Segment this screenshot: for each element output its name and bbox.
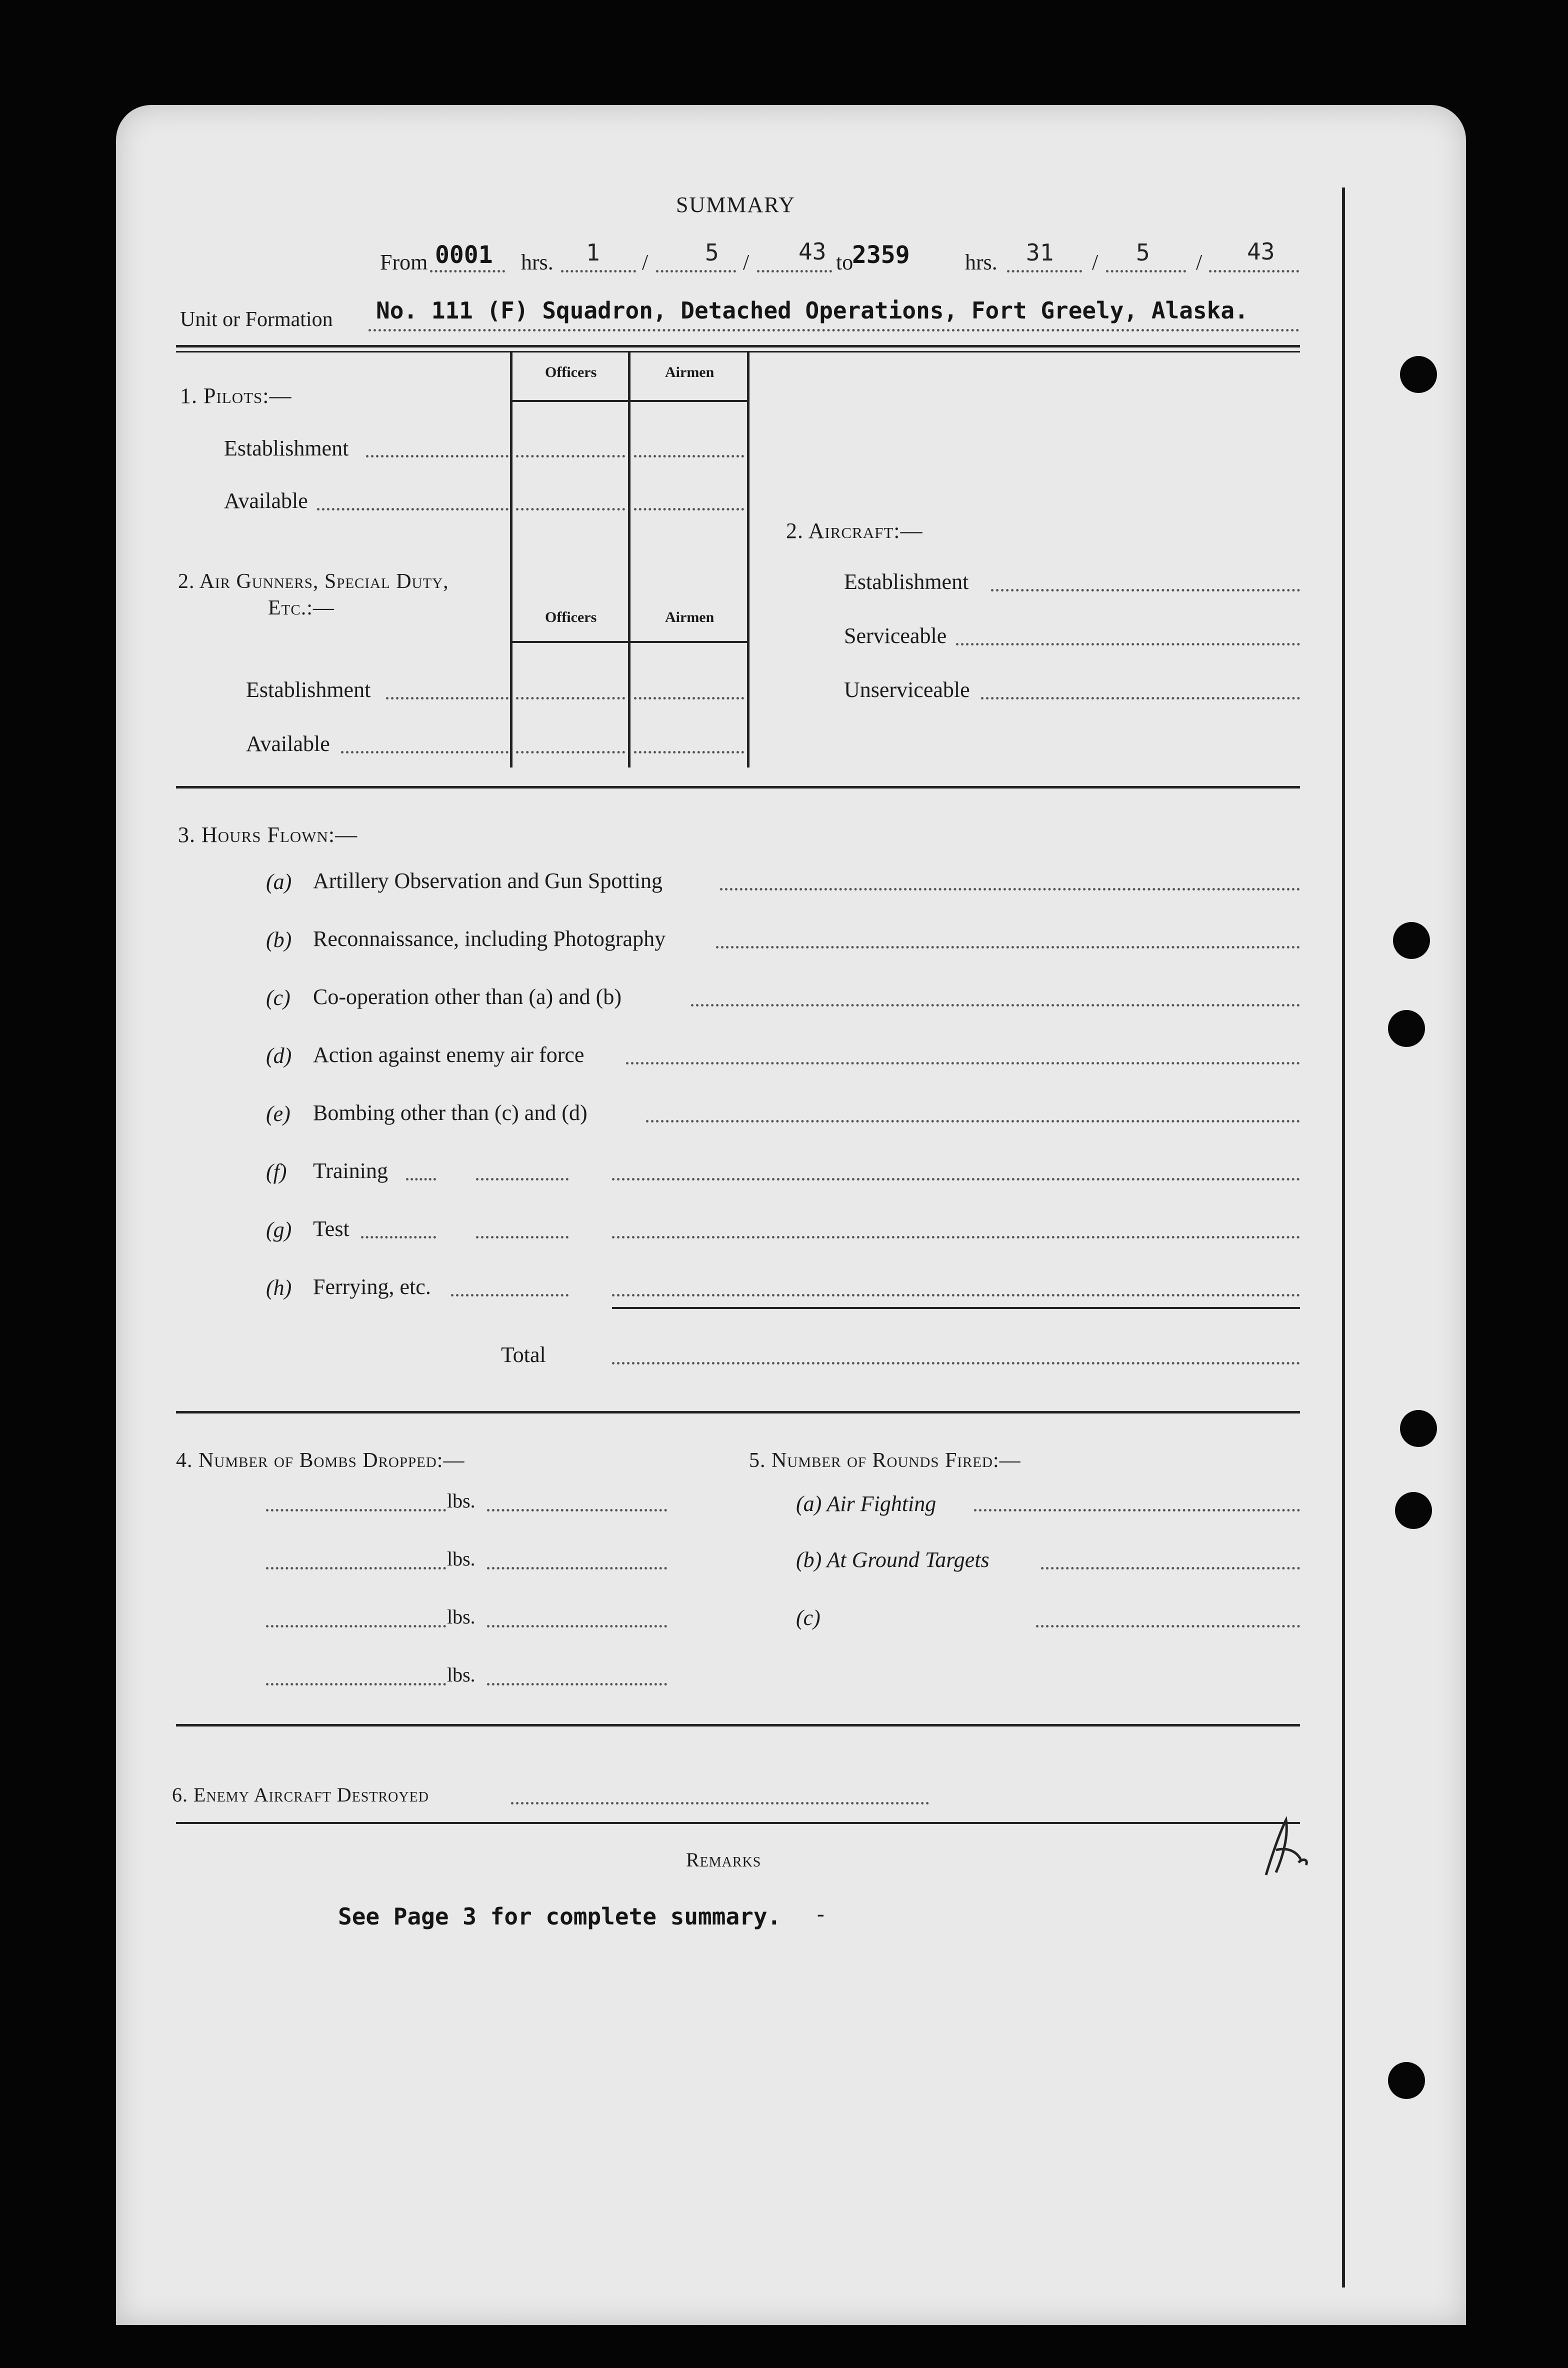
rounds-b-label: (b) At Ground Targets xyxy=(796,1548,990,1572)
pilots-available-off xyxy=(516,508,625,510)
section-rule-3 xyxy=(176,1724,1300,1726)
hours-f-dots-3 xyxy=(612,1178,1300,1180)
rounds-c-label: (c) xyxy=(796,1606,820,1630)
rounds-b-dots xyxy=(1041,1567,1300,1570)
gunners-available-label: Available xyxy=(246,732,330,756)
hours-f-letter: (f) xyxy=(266,1160,287,1184)
from-time: 0001 xyxy=(435,241,493,269)
pilots-establishment-off xyxy=(516,455,625,458)
hours-d-label: Action against enemy air force xyxy=(313,1042,584,1067)
enemy-dots xyxy=(511,1802,929,1804)
hours-a-dots xyxy=(720,888,1300,890)
remarks-dash: - xyxy=(817,1902,824,1926)
hours-a-label: Artillery Observation and Gun Spotting xyxy=(313,868,663,893)
gunners-establishment-air xyxy=(634,697,744,700)
hours-c-label: Co-operation other than (a) and (b) xyxy=(313,984,622,1009)
form-sheet xyxy=(116,105,1466,2325)
hours-total-label: Total xyxy=(501,1342,546,1367)
col-divider-1 xyxy=(510,352,512,768)
hours-f-dots-1 xyxy=(406,1178,436,1180)
bombs-3-unit: lbs. xyxy=(447,1606,476,1628)
hours-heading: 3. Hours Flown:— xyxy=(178,822,358,847)
bombs-4-unit: lbs. xyxy=(447,1664,476,1686)
hours-e-letter: (e) xyxy=(266,1102,290,1126)
slash-2: / xyxy=(743,250,750,274)
hours-g-letter: (g) xyxy=(266,1218,292,1242)
to-day-dots xyxy=(1007,270,1082,272)
enemy-heading: 6. Enemy Aircraft Destroyed xyxy=(172,1784,429,1806)
pilots-heading: 1. Pilots:— xyxy=(180,384,292,408)
gunners-available-off xyxy=(516,751,625,754)
pilots-col-officers: Officers xyxy=(545,364,597,380)
hours-b-label: Reconnaissance, including Photography xyxy=(313,926,666,951)
hours-c-dots xyxy=(691,1004,1300,1006)
pilots-header-rule xyxy=(512,400,747,402)
to-time: 2359 xyxy=(852,241,910,269)
rounds-heading: 5. Number of Rounds Fired:— xyxy=(749,1449,1021,1472)
bombs-1-dots-b xyxy=(487,1509,667,1512)
to-month: 5 xyxy=(1136,239,1150,266)
gunners-heading-2: Etc.:— xyxy=(268,596,334,620)
from-day: 1 xyxy=(586,239,600,266)
unit-dots xyxy=(368,329,1300,332)
punch-hole-5 xyxy=(1395,1492,1432,1529)
right-margin-line xyxy=(1342,188,1345,2288)
hours-e-label: Bombing other than (c) and (d) xyxy=(313,1100,588,1125)
hours-b-dots xyxy=(716,946,1300,948)
section-rule-1 xyxy=(176,786,1300,788)
remarks-text: See Page 3 for complete summary. xyxy=(338,1903,782,1930)
pilots-available-dots xyxy=(317,508,508,510)
bombs-3-dots-b xyxy=(487,1625,667,1628)
rounds-a-dots xyxy=(974,1509,1300,1512)
unit-value: No. 111 (F) Squadron, Detached Operations, Fort Greely, Alaska. xyxy=(376,297,1248,324)
slash-4: / xyxy=(1196,250,1202,274)
bombs-4-dots-b xyxy=(487,1683,667,1686)
gunners-header-rule xyxy=(512,641,747,643)
from-year-dots xyxy=(757,270,832,272)
pilots-establishment-air xyxy=(634,455,744,458)
to-hrs-label: hrs. xyxy=(965,250,998,274)
aircraft-heading: 2. Aircraft:— xyxy=(786,518,923,543)
gunners-establishment-label: Establishment xyxy=(246,678,371,702)
bombs-1-unit: lbs. xyxy=(447,1490,476,1512)
to-day: 31 xyxy=(1026,239,1054,266)
hours-c-letter: (c) xyxy=(266,986,290,1010)
aircraft-unserviceable-label: Unserviceable xyxy=(844,678,970,702)
to-year: 43 xyxy=(1247,238,1275,265)
aircraft-serviceable-label: Serviceable xyxy=(844,624,947,648)
rounds-a-label: (a) Air Fighting xyxy=(796,1492,936,1516)
from-year: 43 xyxy=(798,238,826,265)
bombs-heading: 4. Number of Bombs Dropped:— xyxy=(176,1449,465,1472)
from-month: 5 xyxy=(705,239,719,266)
pilots-establishment-label: Establishment xyxy=(224,436,349,460)
punch-hole-2 xyxy=(1393,922,1430,959)
hours-e-dots xyxy=(646,1120,1300,1122)
remarks-heading: Remarks xyxy=(686,1848,762,1871)
bombs-3-dots xyxy=(266,1625,446,1628)
slash-3: / xyxy=(1092,250,1098,274)
hours-g-dots-3 xyxy=(612,1236,1300,1238)
from-day-dots xyxy=(561,270,636,272)
summary-title: SUMMARY xyxy=(676,192,796,217)
hours-g-dots-2 xyxy=(476,1236,568,1238)
gunners-available-air xyxy=(634,751,744,754)
aircraft-establishment-dots xyxy=(991,589,1300,592)
from-month-dots xyxy=(656,270,736,272)
gunners-establishment-dots xyxy=(386,697,508,700)
hours-b-letter: (b) xyxy=(266,928,292,952)
aircraft-establishment-label: Establishment xyxy=(844,570,969,594)
punch-hole-1 xyxy=(1400,356,1437,393)
col-divider-2 xyxy=(628,352,630,768)
punch-hole-3 xyxy=(1388,1010,1425,1047)
gunners-establishment-off xyxy=(516,697,625,700)
bombs-2-unit: lbs. xyxy=(447,1548,476,1570)
hours-total-dots xyxy=(612,1362,1300,1364)
aircraft-unserviceable-dots xyxy=(981,697,1300,700)
bombs-2-dots xyxy=(266,1567,446,1570)
aircraft-serviceable-dots xyxy=(956,643,1300,646)
section-rule-2 xyxy=(176,1411,1300,1414)
hours-h-label: Ferrying, etc. xyxy=(313,1274,431,1299)
hours-g-label: Test xyxy=(313,1216,350,1241)
from-time-dots xyxy=(430,270,505,272)
header-rule-bottom xyxy=(176,351,1300,352)
initials-mark xyxy=(1246,1815,1316,1885)
from-label: From xyxy=(380,250,428,274)
gunners-heading: 2. Air Gunners, Special Duty, xyxy=(178,570,449,593)
hours-h-dots-2 xyxy=(612,1294,1300,1296)
to-year-dots xyxy=(1209,270,1299,272)
hours-total-rule xyxy=(612,1307,1300,1309)
hours-d-dots xyxy=(626,1062,1300,1064)
pilots-available-label: Available xyxy=(224,488,308,513)
bombs-4-dots xyxy=(266,1683,446,1686)
gunners-col-officers: Officers xyxy=(545,609,597,626)
unit-label: Unit or Formation xyxy=(180,308,333,331)
bombs-1-dots xyxy=(266,1509,446,1512)
header-rule-top xyxy=(176,345,1300,348)
punch-hole-6 xyxy=(1388,2062,1425,2099)
pilots-establishment-dots xyxy=(366,455,508,458)
hours-h-dots-1 xyxy=(451,1294,568,1296)
from-hrs-label: hrs. xyxy=(521,250,554,274)
hours-f-label: Training xyxy=(313,1158,388,1183)
hours-f-dots-2 xyxy=(476,1178,568,1180)
gunners-col-airmen: Airmen xyxy=(665,609,714,626)
rounds-c-dots xyxy=(1036,1625,1300,1628)
hours-g-dots-1 xyxy=(361,1236,436,1238)
punch-hole-4 xyxy=(1400,1410,1437,1447)
hours-d-letter: (d) xyxy=(266,1044,292,1068)
gunners-available-dots xyxy=(341,751,508,754)
slash-1: / xyxy=(642,250,648,274)
to-month-dots xyxy=(1106,270,1186,272)
pilots-available-air xyxy=(634,508,744,510)
col-divider-3 xyxy=(747,352,750,768)
hours-h-letter: (h) xyxy=(266,1276,292,1300)
bombs-2-dots-b xyxy=(487,1567,667,1570)
section-rule-4 xyxy=(176,1822,1300,1824)
pilots-col-airmen: Airmen xyxy=(665,364,714,380)
hours-a-letter: (a) xyxy=(266,870,292,894)
to-label: to xyxy=(836,250,854,274)
